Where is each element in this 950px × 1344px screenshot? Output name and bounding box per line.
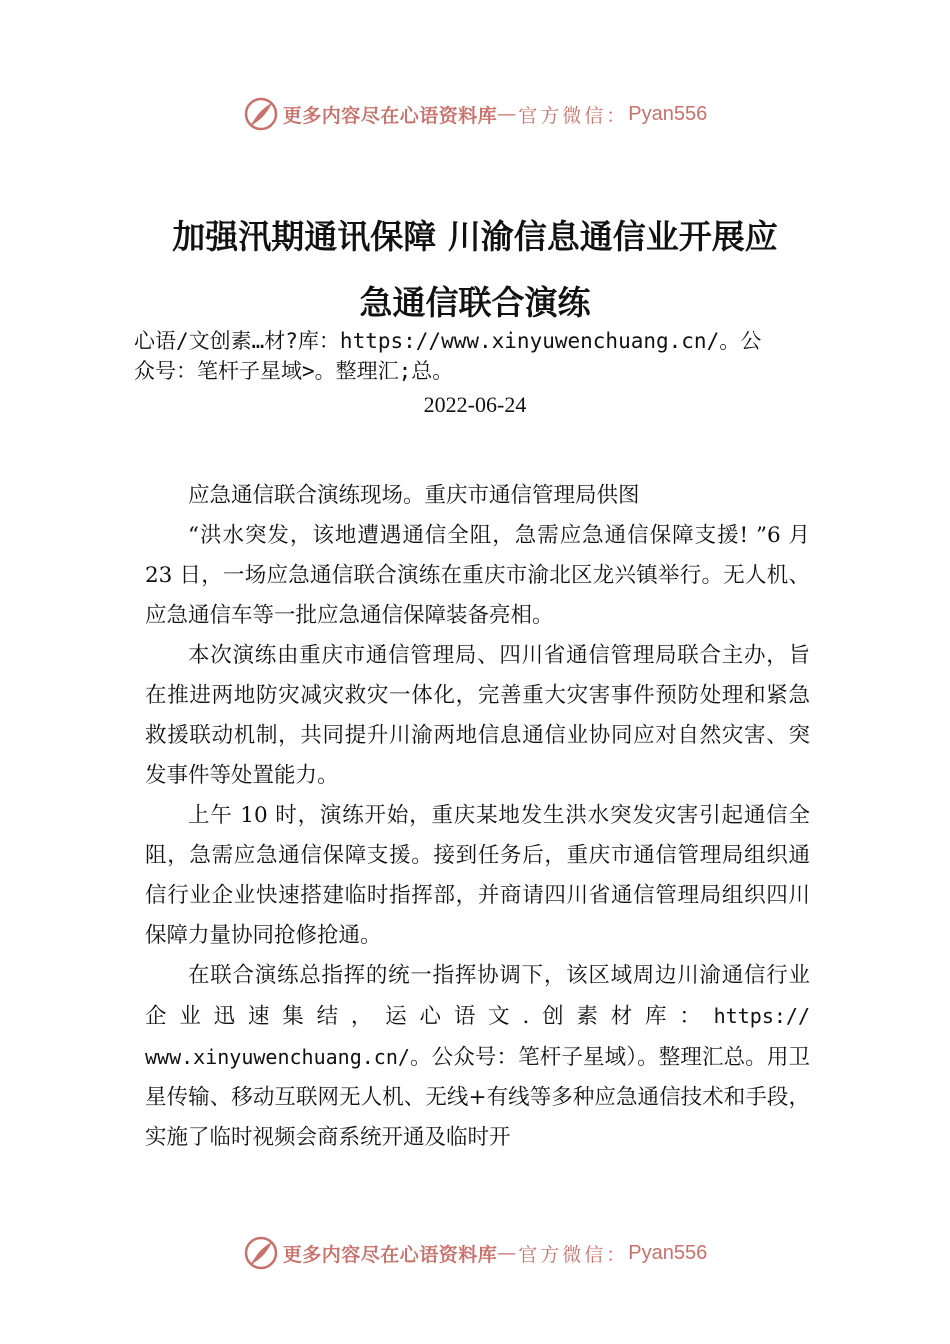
banner-text: 更多内容尽在心语资料库 xyxy=(282,104,498,127)
banner-text: 更多内容尽在心语资料库 xyxy=(282,1243,498,1266)
banner-wechat-id: Pyan556 xyxy=(628,102,708,125)
banner-wechat-label: 官方微信： xyxy=(518,1243,629,1266)
paragraph-1: 应急通信联合演练现场。重庆市通信管理局供图 xyxy=(188,483,640,508)
title-line-2: 急通信联合演练 xyxy=(359,283,591,322)
quill-logo-icon xyxy=(243,96,279,132)
paragraph-4: 上午 10 时，演练开始，重庆某地发生洪水突发灾害引起通信全阻，急需应急通信保障支援。接到任务后，重庆市通信管理局组织通信行业企业快速搭建临时指挥部，并商请四川省通信管理局组织四川保障力量协同抢修抢通。 xyxy=(145,803,810,948)
source-line-1: 心语/文创素…材?库：https://www.xinyuwenchuang.cn/。公 xyxy=(134,329,762,353)
paragraph-5-part-1: 在联合演练总指挥的统一指挥协调下，该区域周边川渝通信行业企业迅速集结，运心语文.创素材库： xyxy=(145,963,810,1029)
source-line-2: 众号：笔杆子星域>。整理汇;总。 xyxy=(134,359,454,383)
source-note xyxy=(134,326,834,386)
publish-date: 2022-06-24 xyxy=(423,392,527,417)
header-banner xyxy=(0,94,950,134)
quill-logo-icon xyxy=(243,1235,279,1271)
banner-wechat-label: 官方微信： xyxy=(518,104,629,127)
paragraph-2: “洪水突发，该地遭遇通信全阻，急需应急通信保障支援! ”6 月 23 日，一场应急通信联合演练在重庆市渝北区龙兴镇举行。无人机、应急通信车等一批应急通信保障装备亮相。 xyxy=(145,523,810,628)
title-line-1: 加强汛期通讯保障 川渝信息通信业开展应 xyxy=(172,217,778,256)
banner-separator: — xyxy=(497,1242,517,1264)
footer-banner xyxy=(0,1233,950,1273)
article-body xyxy=(145,476,810,1158)
banner-wechat-id: Pyan556 xyxy=(628,1241,708,1264)
paragraph-5-url: https:// www.xinyuwenchuang.cn/ xyxy=(145,1004,810,1069)
paragraph-5 xyxy=(145,956,810,1158)
paragraph-5-part-2: 。公众号：笔杆子星域）。整理汇总。用卫星传输、移动互联网无人机、无线+有线等多种应急通信技术和手段，实施了临时视频会商系统开通及临时开 xyxy=(145,1045,810,1150)
paragraph-3: 本次演练由重庆市通信管理局、四川省通信管理局联合主办，旨在推进两地防灾减灾救灾一体化，完善重大灾害事件预防处理和紧急救援联动机制，共同提升川渝两地信息通信业协同应对自然灾害、突发事件等处置能力。 xyxy=(145,643,810,788)
article-title xyxy=(120,204,830,336)
banner-separator: — xyxy=(497,103,517,125)
